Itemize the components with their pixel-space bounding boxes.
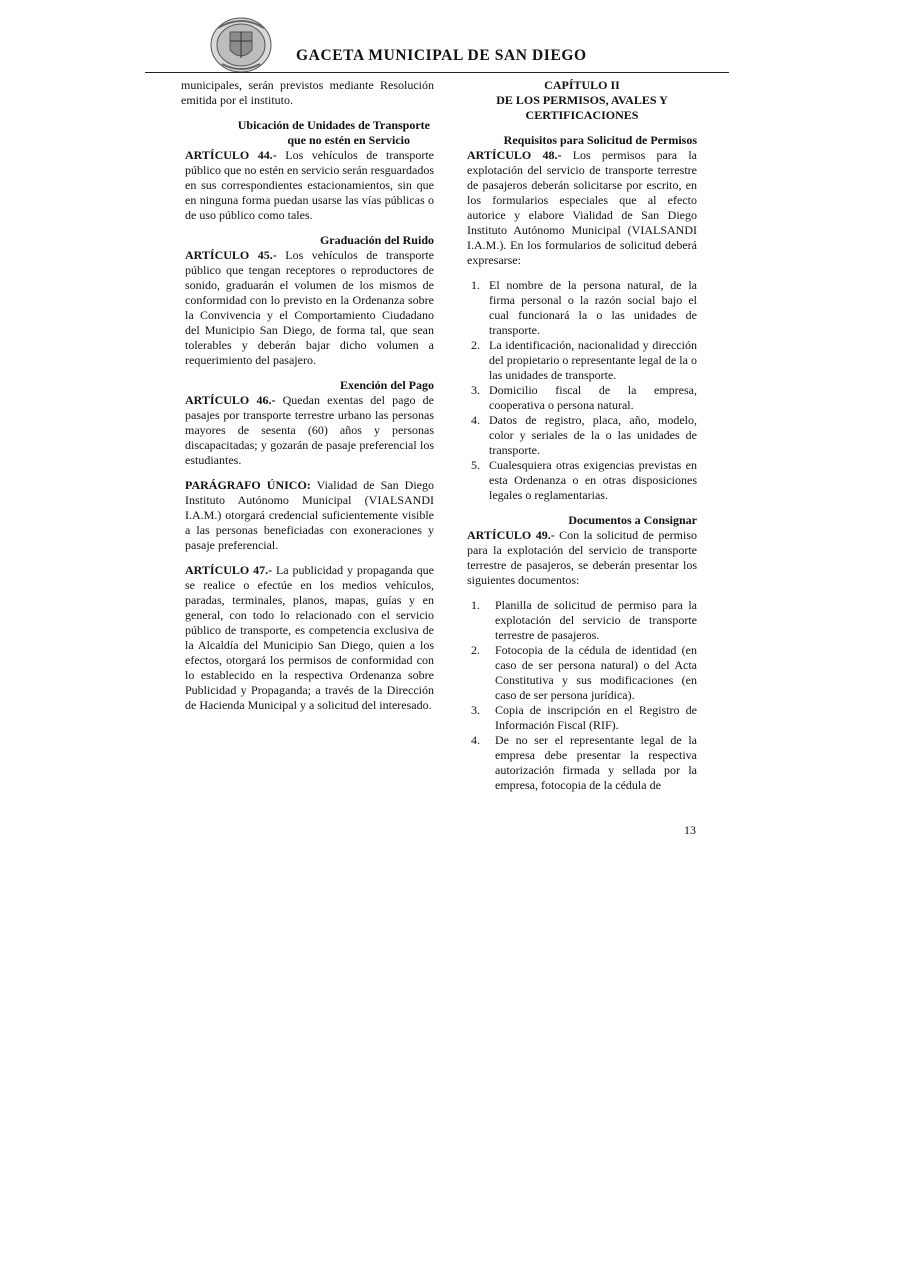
- left-column: [181, 78, 434, 713]
- requirement-item: [471, 383, 697, 413]
- page-number: 13: [684, 823, 696, 837]
- article-48: [467, 148, 697, 268]
- document-item-text: Copia de inscripción en el Registro de Información Fiscal (RIF).: [495, 703, 697, 732]
- art49-text: Con la solicitud de permiso para la explotación del servicio de transporte terrestre de pasajeros, se deberán presentar los siguientes documentos:: [467, 528, 698, 587]
- art44-heading-line-2: que no estén en Servicio: [287, 133, 410, 147]
- intro-paragraph: municipales, serán previstos mediante Resolución emitida por el instituto.: [181, 78, 434, 107]
- requirement-item-number: 1.: [471, 278, 480, 292]
- paragrafo-label: PARÁGRAFO ÚNICO:: [185, 478, 311, 492]
- article-46: [181, 393, 434, 468]
- art44-label: ARTÍCULO 44.-: [185, 148, 277, 162]
- art46-heading: Exención del Pago: [339, 378, 434, 392]
- article-44: [181, 148, 434, 223]
- chapter-title-line-2: CERTIFICACIONES: [525, 108, 639, 122]
- requirement-item: [471, 413, 697, 458]
- requirement-item: [471, 458, 697, 503]
- document-item: [471, 643, 697, 703]
- document-item-text: Fotocopia de la cédula de identidad (en caso de ser persona natural) o del Acta Constitutiva y sus modificaciones (en caso de ser persona jurídica).: [495, 643, 697, 702]
- requirement-item-text: Datos de registro, placa, año, modelo, color y seriales de la o las unidades de transporte.: [489, 413, 697, 457]
- art45-text: Los vehículos de transporte público que tengan receptores o reproductores de sonido, graduarán el volumen de los mismos de conformidad con lo previsto en la Ordenanza sobre la Convivencia y el Comportamiento Ciudadano del Municipio San Diego, de forma tal, que sean tolerables y deberán bajar dicho volumen a requerimiento del pasajero.: [185, 248, 434, 367]
- header-divider: [145, 72, 729, 73]
- documents-list: [467, 598, 697, 793]
- requirement-item-text: Domicilio fiscal de la empresa, cooperativa o persona natural.: [489, 383, 697, 412]
- paragrafo-unico: [181, 478, 434, 553]
- art48-heading: Requisitos para Solicitud de Permisos: [503, 133, 697, 147]
- requirement-item-text: Cualesquiera otras exigencias previstas en esta Ordenanza o en otras disposiciones legales o reglamentarias.: [489, 458, 697, 502]
- document-item-text: Planilla de solicitud de permiso para la explotación del servicio de transporte terrestre de pasajeros.: [495, 598, 697, 642]
- requirements-list: [467, 278, 697, 503]
- art49-label: ARTÍCULO 49.-: [467, 528, 555, 542]
- gazette-title: GACETA MUNICIPAL DE SAN DIEGO: [296, 47, 587, 64]
- requirement-item-text: El nombre de la persona natural, de la firma personal o la razón social bajo el cual funcionará la o las unidades de transporte.: [489, 278, 697, 337]
- requirement-item-text: La identificación, nacionalidad y dirección del propietario o representante legal de la o las unidades de transporte.: [489, 338, 697, 382]
- art46-label: ARTÍCULO 46.-: [185, 393, 276, 407]
- art48-label: ARTÍCULO 48.-: [467, 148, 562, 162]
- document-item-number: 2.: [471, 643, 480, 657]
- document-item-number: 4.: [471, 733, 480, 747]
- document-item: [471, 733, 697, 793]
- requirement-item: [471, 278, 697, 338]
- document-item-number: 3.: [471, 703, 480, 717]
- art44-heading: [181, 118, 434, 148]
- art48-text: Los permisos para la explotación del servicio de transporte terrestre de pasajeros deberán solicitarse por escrito, en los formularios especiales que al efecto autorice y elabore Vialidad de San Diego Instituto Autónomo Municipal (VIALSANDI I.A.M.). En los formularios de solicitud deberá expresarse:: [467, 148, 698, 267]
- requirement-item-number: 5.: [471, 458, 480, 472]
- art49-heading: Documentos a Consignar: [568, 513, 697, 527]
- article-47: [181, 563, 434, 713]
- chapter-heading: [467, 78, 697, 123]
- art47-label: ARTÍCULO 47.-: [185, 563, 273, 577]
- requirement-item: [471, 338, 697, 383]
- art44-text: Los vehículos de transporte público que no estén en servicio serán resguardados en sus correspondientes estacionamientos, sin que en ninguna forma puedan usarse las vías públicas o de uso público como tales.: [185, 148, 434, 222]
- municipal-seal-icon: [208, 14, 274, 74]
- requirement-item-number: 2.: [471, 338, 480, 352]
- document-item: [471, 703, 697, 733]
- requirement-item-number: 4.: [471, 413, 480, 427]
- document-item-text: De no ser el representante legal de la empresa debe presentar la respectiva autorización firmada y sellada por la empresa, fotocopia de la cédula de: [495, 733, 697, 792]
- art46-text: Quedan exentas del pago de pasajes por transporte terrestre urbano las personas mayores de sesenta (60) años y personas discapacitadas; y gozarán de pasaje preferencial los estudiantes.: [185, 393, 434, 467]
- document-item-number: 1.: [471, 598, 480, 612]
- article-49: [467, 528, 697, 588]
- chapter-number: CAPÍTULO II: [544, 78, 620, 92]
- art45-heading: Graduación del Ruido: [319, 233, 434, 247]
- right-column: [467, 78, 697, 793]
- chapter-title-line-1: DE LOS PERMISOS, AVALES Y: [496, 93, 668, 107]
- paragrafo-text: Vialidad de San Diego Instituto Autónomo Municipal (VIALSANDI I.A.M.) otorgará credencial suficientemente visible a las personas beneficiadas con exoneraciones y pasaje preferencial.: [185, 478, 434, 552]
- art44-heading-line-1: Ubicación de Unidades de Transporte: [237, 118, 430, 132]
- art47-text: La publicidad y propaganda que se realice o efectúe en los medios vehículos, paradas, terminales, planos, mapas, guías y en general, con todo lo relacionado con el servicio público de transporte, es competencia exclusiva de la Alcaldía del Municipio San Diego, quien a los efectos, otorgará los permisos de conformidad con lo establecido en la respectiva Ordenanza sobre Publicidad y Propaganda; a través de la Dirección de Hacienda Municipal y a solicitud del interesado.: [185, 563, 434, 712]
- art45-label: ARTÍCULO 45.-: [185, 248, 277, 262]
- article-45: [181, 248, 434, 368]
- document-item: [471, 598, 697, 643]
- requirement-item-number: 3.: [471, 383, 480, 397]
